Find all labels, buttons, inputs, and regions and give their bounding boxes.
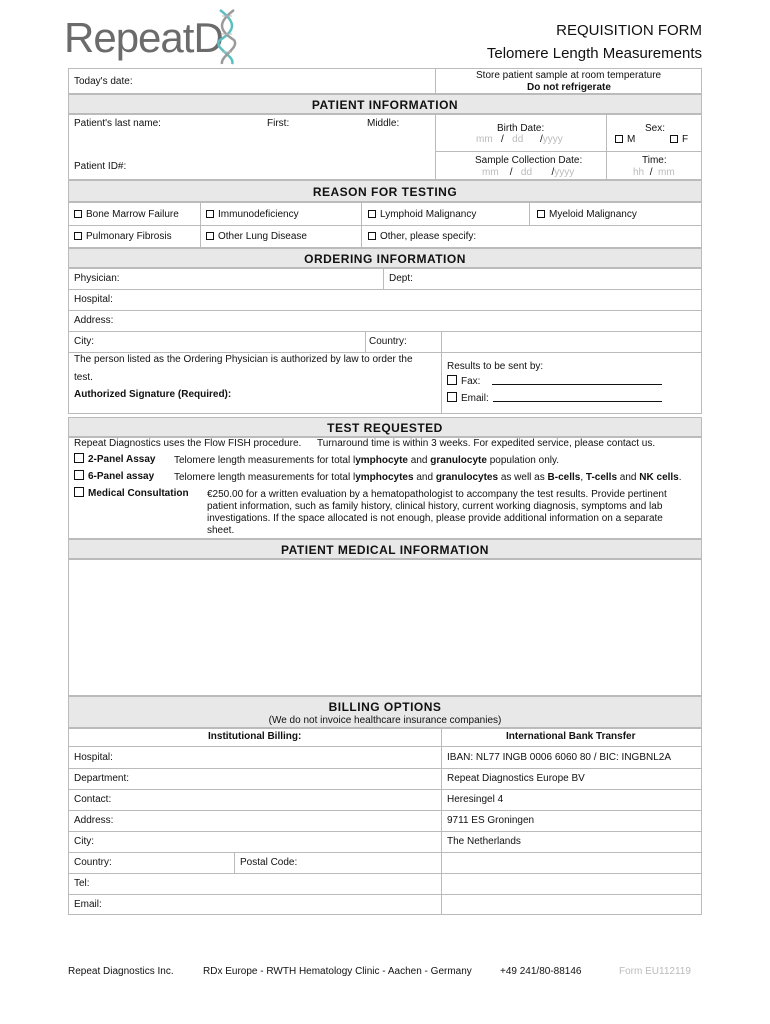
logo — [64, 14, 223, 62]
consultation-checkbox[interactable]: Medical Consultation — [74, 487, 189, 499]
billing-postal-label[interactable]: Postal Code: — [240, 857, 298, 868]
physician-label[interactable]: Physician: — [74, 273, 120, 284]
billing-country-label[interactable]: Country: — [74, 857, 112, 868]
birth-date-label: Birth Date: — [497, 123, 545, 134]
collection-date-label: Sample Collection Date: — [475, 155, 583, 166]
billing-tel-label[interactable]: Tel: — [74, 878, 90, 889]
billing-department-label[interactable]: Department: — [74, 773, 130, 784]
consultation-line3: investigations. If the space allocated is not enough, please provide additional information on a separate — [207, 513, 663, 524]
reason-bone-marrow-checkbox[interactable]: Bone Marrow Failure — [74, 209, 179, 220]
hospital-label[interactable]: Hospital: — [74, 294, 113, 305]
address-label[interactable]: Address: — [74, 315, 114, 326]
ordering-header: ORDERING INFORMATION — [68, 248, 702, 268]
medical-info-textarea[interactable] — [68, 559, 702, 696]
footer-phone: +49 241/80-88146 — [500, 966, 582, 977]
form-subtitle: Telomere Length Measurements — [486, 45, 702, 62]
billing-contact-label[interactable]: Contact: — [74, 794, 112, 805]
time-label: Time: — [642, 155, 667, 166]
reason-other-lung-checkbox[interactable]: Other Lung Disease — [206, 231, 307, 242]
logo-text: Repeat — [64, 14, 194, 61]
billing-note: (We do not invoice healthcare insurance companies) — [268, 715, 502, 726]
institutional-billing-label: Institutional Billing: — [208, 731, 302, 742]
fax-line[interactable] — [492, 384, 662, 385]
birth-date-field[interactable]: mm / dd /yyyy — [476, 134, 563, 145]
store-note: Store patient sample at room temperature — [476, 70, 662, 81]
patient-info-header: PATIENT INFORMATION — [68, 94, 702, 114]
authorization-text-line1: The person listed as the Ordering Physician is authorized by law to order the — [74, 354, 413, 365]
test-header: TEST REQUESTED — [68, 417, 702, 437]
no-refrigerate-note: Do not refrigerate — [527, 82, 611, 93]
test-intro: Repeat Diagnostics uses the Flow FISH procedure. — [74, 438, 302, 449]
city-label[interactable]: City: — [74, 336, 94, 347]
bank-city: 9711 ES Groningen — [447, 815, 535, 826]
consultation-line1: €250.00 for a written evaluation by a hematopathologist to accompany the test results. Provide pertinent — [207, 489, 667, 500]
reason-immunodeficiency-checkbox[interactable]: Immunodeficiency — [206, 209, 299, 220]
billing-city-label[interactable]: City: — [74, 836, 94, 847]
reason-myeloid-checkbox[interactable]: Myeloid Malignancy — [537, 209, 637, 220]
reason-other-checkbox[interactable]: Other, please specify: — [368, 231, 476, 242]
footer-company: Repeat Diagnostics Inc. — [68, 966, 174, 977]
panel2-description: Telomere length measurements for total lymphocyte and granulocyte population only. — [174, 455, 560, 466]
bank-company: Repeat Diagnostics Europe BV — [447, 773, 585, 784]
middle-name-label[interactable]: Middle: — [367, 118, 400, 129]
billing-header — [68, 696, 702, 728]
billing-hospital-label[interactable]: Hospital: — [74, 752, 113, 763]
first-name-label[interactable]: First: — [267, 118, 290, 129]
sex-label: Sex: — [645, 123, 666, 134]
bank-transfer-label: International Bank Transfer — [506, 731, 636, 742]
collection-date-field[interactable]: mm / dd /yyyy — [482, 167, 575, 178]
consultation-line4: sheet. — [207, 525, 235, 536]
dept-label[interactable]: Dept: — [389, 273, 413, 284]
sex-m-checkbox[interactable]: M — [615, 134, 635, 145]
time-field[interactable]: hh / mm — [633, 167, 675, 178]
reason-lymphoid-checkbox[interactable]: Lymphoid Malignancy — [368, 209, 476, 220]
turnaround-note: Turnaround time is within 3 weeks. For expedited service, please contact us. — [317, 438, 656, 449]
bank-street: Heresingel 4 — [447, 794, 504, 805]
iban-text: IBAN: NL77 INGB 0006 6060 80 / BIC: INGBNL2A — [447, 752, 672, 763]
panel6-checkbox[interactable]: 6-Panel assay — [74, 470, 154, 482]
consultation-line2: patient information, such as family history, clinical history, current working diagnosis, symptoms and lab — [207, 501, 663, 512]
logo-d: D — [193, 14, 223, 61]
reason-header: REASON FOR TESTING — [68, 180, 702, 202]
results-sent-label: Results to be sent by: — [447, 361, 544, 372]
footer-form-id: Form EU112119 — [619, 966, 691, 977]
dna-helix-icon — [216, 8, 240, 66]
billing-heading: BILLING OPTIONS — [328, 700, 442, 714]
patient-id-label[interactable]: Patient ID#: — [74, 161, 127, 172]
email-line[interactable] — [493, 401, 662, 402]
bank-country: The Netherlands — [447, 836, 521, 847]
sex-f-checkbox[interactable]: F — [670, 134, 688, 145]
todays-date-label[interactable]: Today's date: — [74, 76, 133, 87]
form-title: REQUISITION FORM — [556, 22, 702, 39]
authorization-text-line2: test. — [74, 372, 93, 383]
country-label[interactable]: Country: — [369, 336, 407, 347]
last-name-label[interactable]: Patient's last name: — [74, 118, 161, 129]
billing-email-label[interactable]: Email: — [74, 899, 102, 910]
panel2-checkbox[interactable]: 2-Panel Assay — [74, 453, 155, 465]
billing-address-label[interactable]: Address: — [74, 815, 114, 826]
signature-label[interactable]: Authorized Signature (Required): — [74, 389, 232, 400]
medical-header: PATIENT MEDICAL INFORMATION — [68, 539, 702, 559]
fax-checkbox[interactable]: Fax: — [447, 375, 480, 387]
email-checkbox[interactable]: Email: — [447, 392, 489, 404]
reason-pulmonary-checkbox[interactable]: Pulmonary Fibrosis — [74, 231, 172, 242]
footer-clinic: RDx Europe - RWTH Hematology Clinic - Aachen - Germany — [203, 966, 472, 977]
panel6-description: Telomere length measurements for total lymphocytes and granulocytes as well as B-cells, T-cells and NK cells. — [174, 472, 682, 483]
